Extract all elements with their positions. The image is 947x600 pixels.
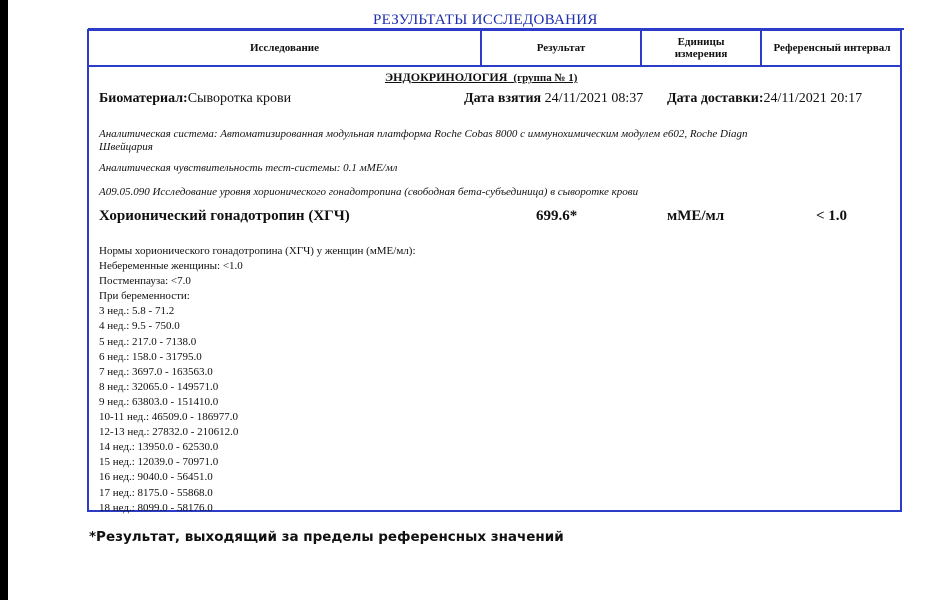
- delivered-value: 24/11/2021 20:17: [763, 91, 863, 106]
- norm-line: 9 нед.: 63803.0 - 151410.0: [99, 395, 219, 408]
- biomaterial-label: Биоматериал:: [99, 91, 188, 106]
- test-code: A09.05.090 Исследование уровня хорионического гонадотропина (свободная бета-субъединица) в сыворотке крови: [99, 186, 639, 198]
- result-value: 699.6*: [536, 208, 578, 224]
- section-group: (группа № 1): [513, 72, 578, 84]
- header-units: [642, 31, 760, 65]
- norms-list: [99, 244, 416, 516]
- norm-line: 18 нед.: 8099.0 - 58176.0: [99, 501, 213, 514]
- norm-line: 4 нед.: 9.5 - 750.0: [99, 320, 180, 333]
- norm-line: 3 нед.: 5.8 - 71.2: [99, 305, 175, 318]
- header-reference: Референсный интервал: [773, 42, 891, 54]
- analytic-system-line2: Швейцария: [99, 141, 153, 153]
- header-result: Результат: [536, 42, 586, 54]
- document-title: РЕЗУЛЬТАТЫ ИССЛЕДОВАНИЯ: [373, 12, 598, 28]
- norm-line: Нормы хорионического гонадотропина (ХГЧ) у женщин (мМЕ/мл):: [99, 245, 416, 257]
- delivery-date: [667, 91, 862, 107]
- norm-line: 8 нед.: 32065.0 - 149571.0: [99, 380, 219, 393]
- norm-line: 14 нед.: 13950.0 - 62530.0: [99, 441, 219, 454]
- sensitivity: Аналитическая чувствительность тест-системы: 0.1 мМЕ/мл: [99, 162, 398, 174]
- footnote: *Результат, выходящий за пределы референсных значений: [89, 529, 564, 545]
- header-units-line1: Единицы: [677, 36, 725, 48]
- norm-line: 16 нед.: 9040.0 - 56451.0: [99, 471, 213, 484]
- section-title: [385, 70, 577, 85]
- norm-line: 12-13 нед.: 27832.0 - 210612.0: [99, 426, 239, 439]
- norm-line: 17 нед.: 8175.0 - 55868.0: [99, 486, 213, 499]
- left-edge-bar: [0, 0, 8, 600]
- header-study: Исследование: [249, 42, 320, 54]
- delivered-label: Дата доставки:: [667, 91, 764, 106]
- norm-line: 7 нед.: 3697.0 - 163563.0: [99, 365, 213, 378]
- analytic-system-line1: Аналитическая система: Автоматизированная модульная платформа Roche Cobas 8000 с иммунохимическим модулем е602, Roche Diagn: [99, 128, 748, 140]
- norm-line: Постменпауза: <7.0: [99, 275, 191, 288]
- collected-value: 24/11/2021 08:37: [544, 91, 644, 106]
- result-units: мМЕ/мл: [667, 208, 725, 224]
- collected-label: Дата взятия: [464, 91, 542, 106]
- header-bottom-rule: [89, 65, 900, 67]
- biomaterial-value: Сыворотка крови: [187, 91, 292, 106]
- section-name: ЭНДОКРИНОЛОГИЯ: [385, 70, 508, 84]
- collection-date: [464, 91, 643, 107]
- result-reference: < 1.0: [816, 208, 848, 224]
- norm-line: 15 нед.: 12039.0 - 70971.0: [99, 456, 219, 469]
- norm-line: 10-11 нед.: 46509.0 - 186977.0: [99, 411, 238, 424]
- norm-line: Небеременные женщины: <1.0: [99, 260, 243, 273]
- results-table: [87, 29, 902, 512]
- biomaterial: [99, 91, 291, 107]
- result-name: Хорионический гонадотропин (ХГЧ): [99, 208, 350, 224]
- norm-line: 6 нед.: 158.0 - 31795.0: [99, 350, 202, 363]
- header-units-line2: измерения: [674, 48, 728, 60]
- norm-line: При беременности:: [99, 290, 190, 303]
- norm-line: 5 нед.: 217.0 - 7138.0: [99, 335, 197, 348]
